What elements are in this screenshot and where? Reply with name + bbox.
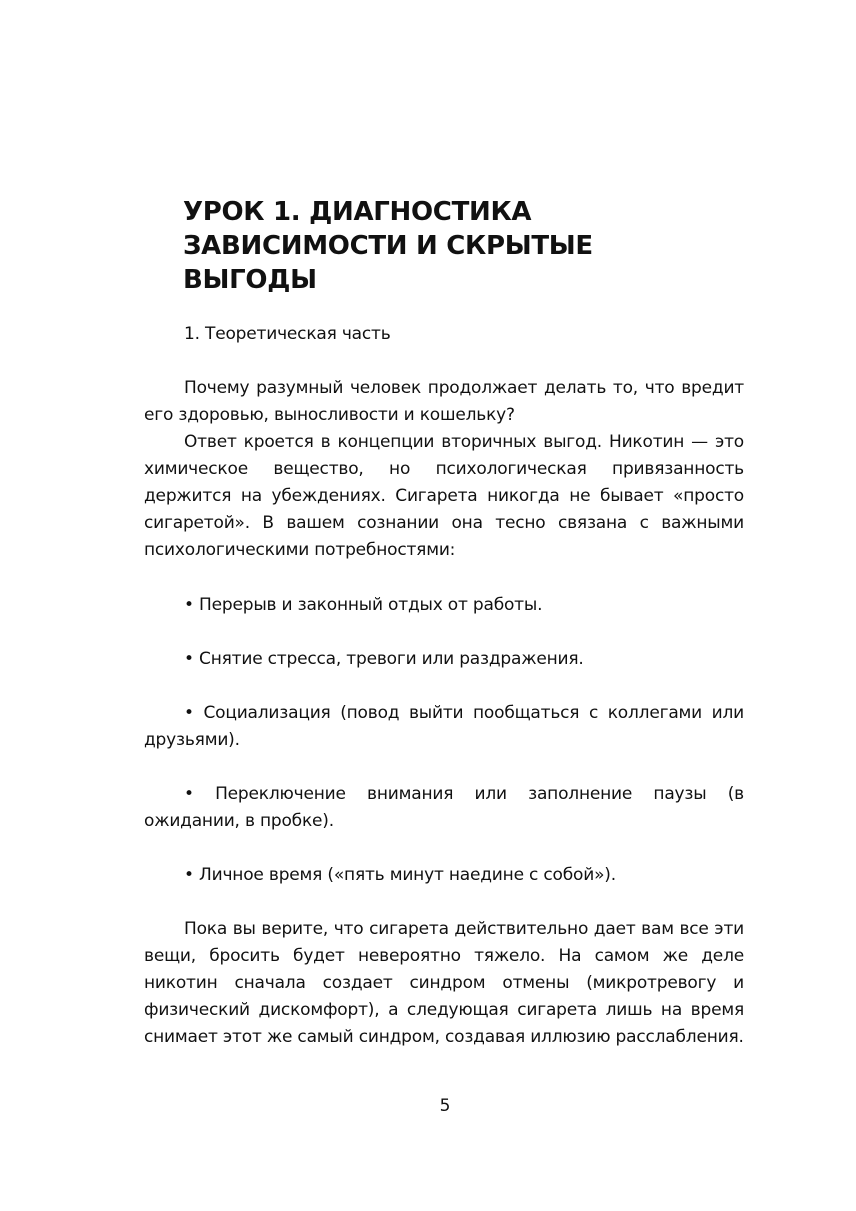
bullet-item: • Перерыв и законный отдых от работы.: [184, 595, 543, 615]
bullet-item: • Социализация (повод выйти пообщаться с коллегами или друзьями).: [144, 703, 744, 750]
bullet-item-block-1: [144, 592, 744, 619]
page-number: 5: [439, 1096, 451, 1116]
paragraph-block-3: [144, 916, 744, 1051]
bullet-item-block-3: [144, 700, 744, 754]
bullet-item: • Переключение внимания или заполнение паузы (в ожидании, в пробке).: [144, 784, 744, 831]
paragraph-conclusion: Пока вы верите, что сигарета действительно дает вам все эти вещи, бросить будет невероятно тяжело. На самом же деле никотин сначала создает синдром отмены (микротревогу и физический дискомфорт), а следующая сигарета лишь на время снимает этот же самый синдром, создавая иллюзию расслабления.: [144, 919, 744, 1047]
bullet-item: • Личное время («пять минут наедине с собой»).: [184, 865, 616, 885]
paragraph-answer: Ответ кроется в концепции вторичных выгод. Никотин — это химическое вещество, но психологическая привязанность держится на убеждениях. Сигарета никогда не бывает «просто сигаретой». В вашем сознании она тесно связана с важными психологическими потребностями:: [144, 432, 744, 560]
paragraph-question: Почему разумный человек продолжает делать то, что вредит его здоровью, выносливости и кошельку?: [144, 378, 744, 425]
section-label: 1. Теоретическая часть: [184, 324, 391, 344]
paragraph-block-1: [144, 375, 744, 429]
bullet-item-block-2: [144, 646, 744, 673]
lesson-heading-line-1: УРОК 1. ДИАГНОСТИКА: [183, 197, 532, 227]
bullet-item-block-4: [144, 781, 744, 835]
paragraph-block-2: [144, 429, 744, 564]
lesson-heading-line-2: ЗАВИСИМОСТИ И СКРЫТЫЕ: [183, 231, 593, 261]
bullet-item: • Снятие стресса, тревоги или раздражения.: [184, 649, 584, 669]
lesson-heading-line-3: ВЫГОДЫ: [183, 265, 317, 295]
lesson-heading: [183, 195, 623, 297]
bullet-item-block-5: [144, 862, 744, 889]
section-label-block: [144, 321, 744, 348]
